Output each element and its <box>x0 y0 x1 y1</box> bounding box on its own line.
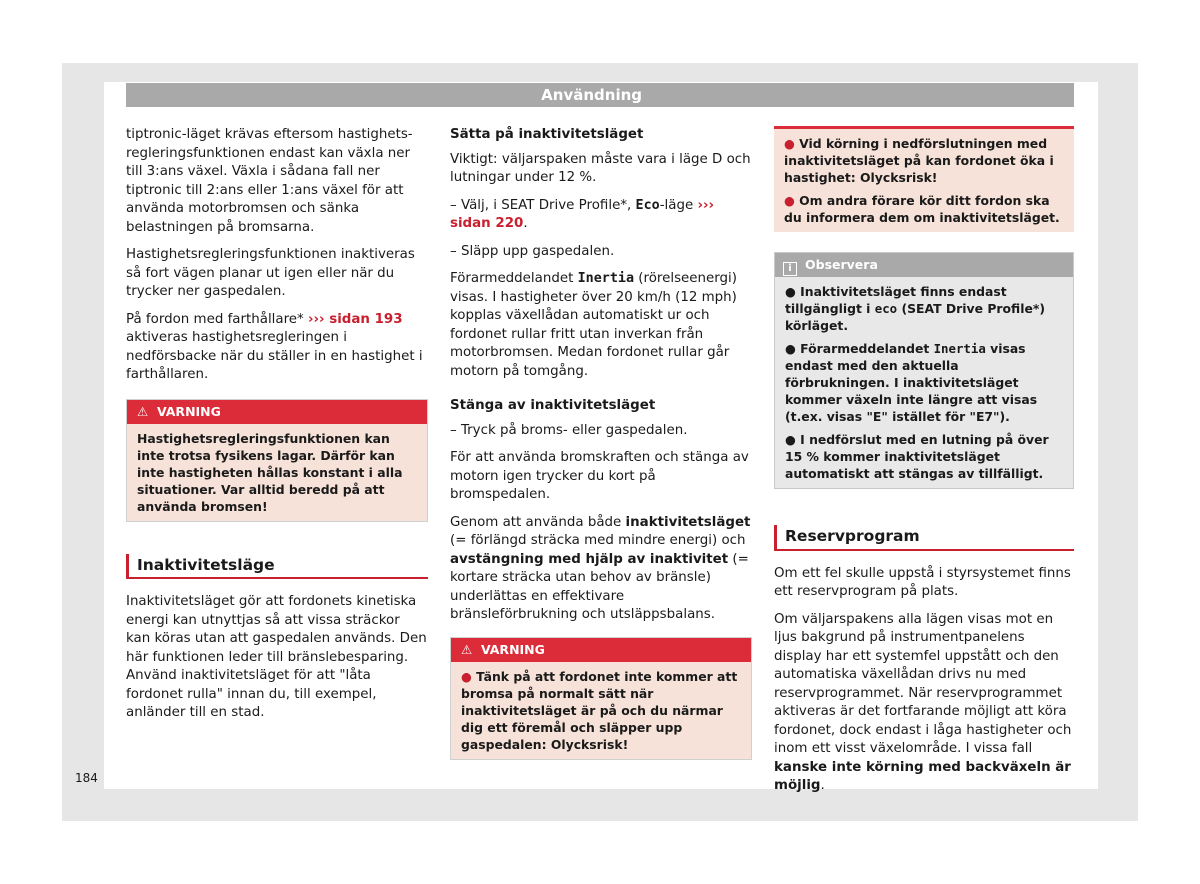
warning-header <box>451 638 751 662</box>
info-icon: i <box>783 262 797 276</box>
note-item: ● I nedförslut med en lutning på över 15 % kommer inaktivitetsläget automatiskt att stängas av tillfälligt. <box>785 432 1049 481</box>
section-rule <box>126 577 428 579</box>
mode-label: Eco <box>635 197 660 213</box>
text: Vid körning i nedförslutningen med inaktivitetsläget på kan fordonet öka i hastighet: Olycksrisk! <box>784 136 1054 185</box>
text: Förarmeddelandet <box>450 271 578 286</box>
text: -läge <box>659 197 698 213</box>
bullet: ● <box>461 668 472 684</box>
mode-label: eco <box>874 301 898 316</box>
note-item: ● Inaktivitetsläget finns endast tillgängligt i eco (SEAT Drive Profile*) körläget. <box>785 284 1046 333</box>
paragraph: tiptronic-läget krävas eftersom hastighets-regleringsfunktionen endast kan växla ner till 3:ans växel. Växla i sådana fall ner tiptronic till 2:ans eller 1:ans växel för att använda motorbromsen och sänka belastningen på bromsarna. <box>126 127 413 235</box>
text: inaktivitetsläget <box>625 514 751 530</box>
section-rule <box>774 549 1074 551</box>
text: kanske inte körning med backväxeln är möjlig <box>774 759 1071 793</box>
text: . <box>523 216 528 231</box>
paragraph: Hastighetsregleringsfunktionen inaktiveras så fort vägen planar ut igen eller när du trycker ner gaspedalen. <box>126 247 415 299</box>
paragraph <box>450 514 752 625</box>
text: Om väljarspakens alla lägen visas mot en ljus bakgrund på instrumentpanelens display har ett systemfel uppstått och den automatiska växellådan drivs nu med reservprogrammet. När reservprogrammet aktiveras är det fortfarande möjligt att köra fordonet, dock endast i låga hastigheter och inom ett visst växelområde. I vissa fall <box>774 611 1072 756</box>
warning-item <box>784 135 1064 186</box>
page-number: 184 <box>75 771 98 785</box>
bullet: ● <box>784 136 795 151</box>
text: Förarmeddelandet <box>800 341 934 356</box>
paragraph: Inaktivitetsläget gör att fordonets kinetiska energi kan utnyttjas så att vissa sträckor kan köras utan att gaspedalen används. Den här funktionen leder till bränslebesparing. Använd inaktivitetsläget för att "låta fordonet rulla" innan du, till exempel, anländer till en stad. <box>126 594 427 720</box>
text: (rörelseenergi) visas. I hastigheter över 20 km/h (12 mph) kopplas växellådan automatiskt ur och fordonet rullar fritt utan inverkan från motorbromsen. Medan fordonet rullar går motorn på tomgång. <box>450 271 737 379</box>
warning-text: Hastighetsregleringsfunktionen kan inte trotsa fysikens lagar. Därför kan inte hastigheten hållas konstant i alla situationer. Var alltid beredd på att använda bromsen! <box>137 430 403 514</box>
chapter-header: Användning <box>126 83 1074 107</box>
section-heading <box>774 525 1074 551</box>
warning-item <box>784 192 1064 226</box>
note-item: ● Förarmeddelandet Inertia visas endast med den aktuella förbrukningen. I inaktivitetsläget kommer växeln inte längre att visas (t.ex. visas "E" istället för "E7"). <box>785 341 1038 424</box>
warning-box <box>450 637 752 760</box>
text: – Välj, i SEAT Drive Profile*, <box>450 197 636 213</box>
subheading: Stänga av inaktivitetsläget <box>450 398 656 413</box>
note-box <box>774 252 1074 489</box>
warning-continuation-box <box>774 126 1074 232</box>
list-item <box>450 197 752 234</box>
subheading: Sätta på inaktivitetsläget <box>450 127 644 142</box>
paragraph <box>126 311 428 385</box>
warning-box <box>126 399 428 522</box>
text: På fordon med farthållare* <box>126 311 309 327</box>
text: visas endast med den aktuella förbrukningen. I inaktivitetsläget kommer växeln inte längre att visas (t.ex. visas "E" istället för "E7"). <box>785 341 1038 424</box>
list-item: – Släpp upp gaspedalen. <box>450 243 615 259</box>
text: (= förlängd sträcka med mindre energi) och <box>450 533 746 548</box>
text: I nedförslut med en lutning på över 15 % kommer inaktivitetsläget automatiskt att stängas av tillfälligt. <box>785 432 1049 481</box>
list-item: – Tryck på broms- eller gaspedalen. <box>450 422 688 438</box>
note-body <box>775 277 1073 488</box>
text: avstängning med hjälp av inaktivitet <box>450 551 729 567</box>
page-reference-link[interactable]: ››› sidan 220 <box>450 197 715 231</box>
column-3 <box>774 126 1074 805</box>
note-header <box>775 253 1073 277</box>
section-title: Reservprogram <box>774 525 1074 549</box>
warning-title: VARNING <box>480 641 545 657</box>
warning-triangle-icon: ⚠ <box>461 641 473 657</box>
text: Inaktivitetsläget finns endast tillgängligt i <box>785 284 1007 316</box>
paragraph <box>450 270 752 381</box>
bullet: ● <box>784 193 795 208</box>
section-heading <box>126 554 428 580</box>
paragraph: Viktigt: väljarspaken måste vara i läge D och lutningar under 12 %. <box>450 151 751 185</box>
column-2 <box>450 126 752 760</box>
text: Tänk på att fordonet inte kommer att bromsa på normalt sätt när inaktivitetsläget är på och du närmar dig ett föremål och släpper upp gaspedalen: Olycksrisk! <box>461 668 738 752</box>
page-reference-link[interactable]: ››› sidan 193 <box>308 311 403 327</box>
text: (= kortare sträcka utan behov av bränsle) underlättas en effektivare bränsleförbrukning och utsläppsbalans. <box>450 551 749 622</box>
note-title: Observera <box>805 257 878 272</box>
paragraph: Om ett fel skulle uppstå i styrsystemet finns ett reservprogram på plats. <box>774 565 1071 599</box>
text: aktiveras hastighetsregleringen i nedförsbacke när du ställer in en hastighet i farthållaren. <box>126 330 423 382</box>
text: Genom att använda både <box>450 514 626 530</box>
paragraph: För att använda bromskraften och stänga av motorn igen trycker du kort på bromspedalen. <box>450 450 749 502</box>
text: Om andra förare kör ditt fordon ska du informera dem om inaktivitetsläget. <box>784 193 1060 225</box>
warning-title: VARNING <box>156 403 221 419</box>
warning-text <box>451 662 751 759</box>
text: . <box>820 778 825 793</box>
warning-header <box>127 400 427 424</box>
column-1 <box>126 126 428 732</box>
paragraph <box>774 611 1074 796</box>
warning-triangle-icon: ⚠ <box>137 403 149 419</box>
section-title: Inaktivitetsläge <box>126 554 428 578</box>
text: (SEAT Drive Profile*) körläget. <box>785 301 1046 333</box>
display-message: Inertia <box>933 341 986 356</box>
display-message: Inertia <box>577 271 635 286</box>
